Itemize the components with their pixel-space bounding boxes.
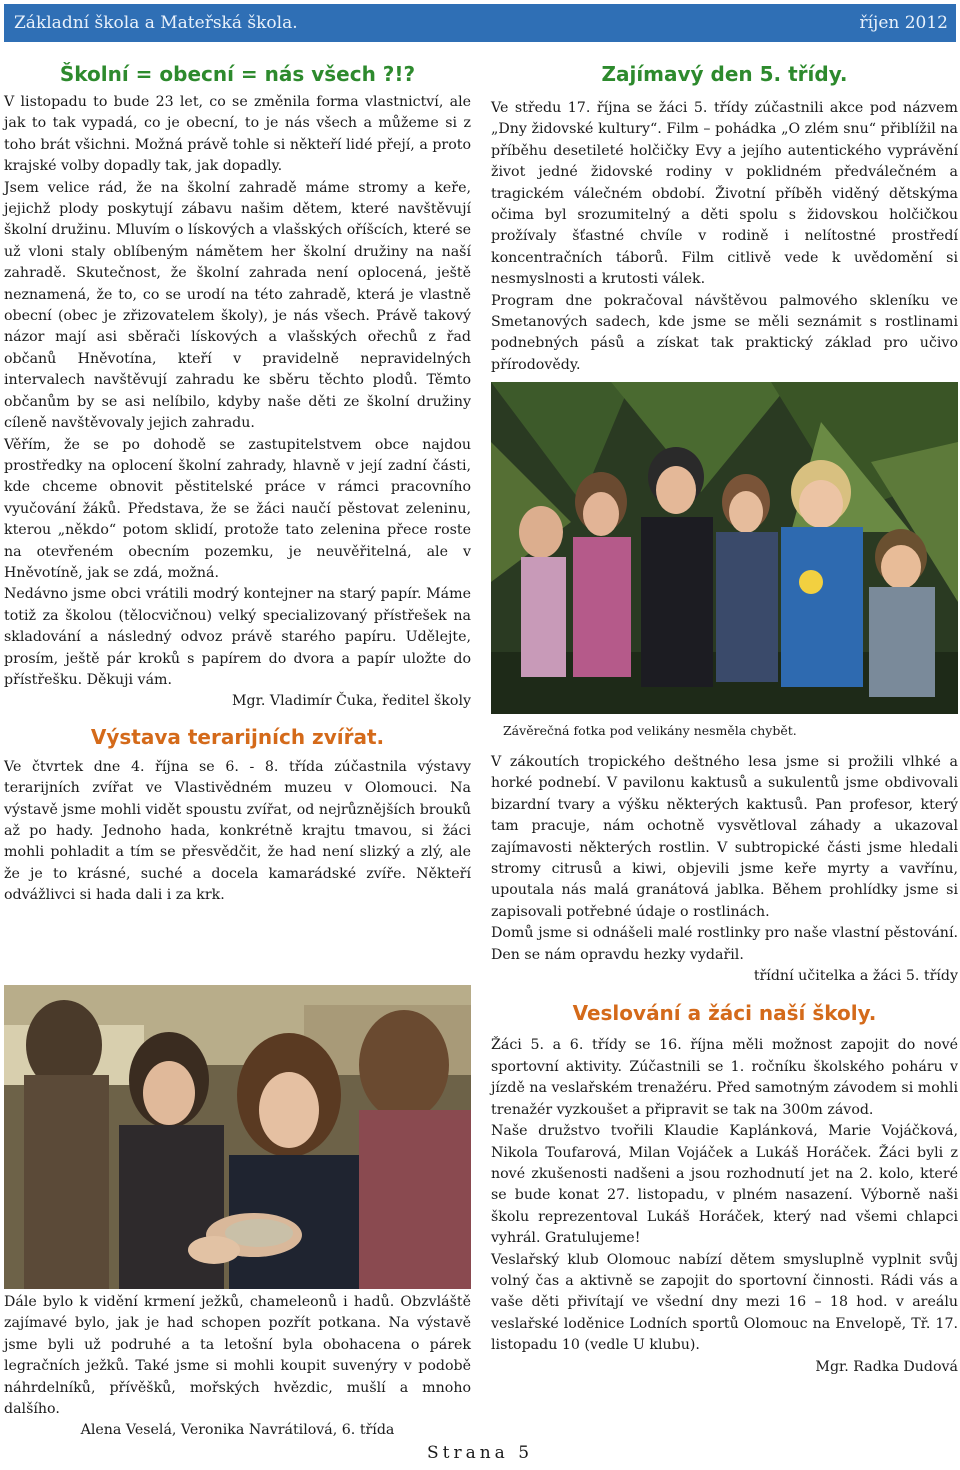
left-column-bottom xyxy=(4,1292,471,1442)
photo-snake-exhibition xyxy=(4,985,471,1289)
article-paragraph: Ve čtvrtek dne 4. října se 6. - 8. třída zúčastnila výstavy terarijních zvířat ve Vlastivědném muzeu v Olomouci. Na výstavě jsme mohli vidět spoustu zvířat, od nejrůznějších brouků až po hady. Jednoho hada, konkrétně krajtu tmavou, si žáci mohli pohladit a tím se přesvědčit, že had není slizký a zlý, ale že je to krásné, suché a docela kamarádské zvíře. Někteří odvážlivci si hada dali i za krk. xyxy=(4,758,471,904)
article-paragraph: V zákoutích tropického deštného lesa jsme si prožili vlhké a horké podnebí. V pavilonu kaktusů a sukulentů jsme obdivovali bizardní tvary a výšku některých kaktusů. Pan profesor, který tam pracuje, nám ochotně vysvětloval záhady a ukazoval zajímavosti některých rostlin. V subtropické části jsme hledali stromy citrusů a kiwi, objevili jsme keře myrty a vavřínu, upoutala nás malá granátová jablka. Během prohlídky jsme si zapisovali potřebné údaje o rostlinách. xyxy=(491,754,958,920)
article-paragraph: Domů jsme si odnášeli malé rostlinky pro naše vlastní pěstování. Den se nám opravdu hezky vydařil. xyxy=(491,925,958,963)
article-signature: Mgr. Radka Dudová xyxy=(815,1358,958,1375)
article-title-school-property: Školní = obecní = nás všech ?!? xyxy=(59,62,416,86)
article-signature: třídní učitelka a žáci 5. třídy xyxy=(753,968,958,985)
photo-caption: Závěrečná fotka pod velikány nesměla chybět. xyxy=(503,723,797,738)
right-column-lower xyxy=(491,722,958,1378)
article-paragraph: Ve středu 17. října se žáci 5. třídy zúčastnili akce pod názvem „Dny židovské kultury“. Film – pohádka „O zlém snu“ přiblížil na příběhu desetileté holčičky Evy a jejího autentického vyprávění život jedné židovské rodiny v poklidném předválečném a tragickém válečném období. Životní příběh viděný dětskýma očima byl srozumitelný a děti spolu s židovskou holčičkou prožívaly šťastné chvíle v rodině i nelítostné prostředí koncentračních táborů. Film citlivě vede k uvědomění si nesmyslnosti a krutosti válek. xyxy=(491,100,958,288)
article-paragraph: Dále bylo k vidění krmení ježků, chameleonů i hadů. Obzvláště zajímavé bylo, jak je had schopen pozřít potkana. Na výstavě jsme byli už podruhé a ta letošní byla obohacena o párek legračních ježků. Také jsme si mohli koupit suvenýry v podobě náhrdelníků, přívěšků, mořských hvězdic, mušlí a mnoho dalšího. xyxy=(4,1294,471,1418)
article-paragraph: Veslařský klub Olomouc nabízí dětem smysluplně vyplnit svůj volný čas a aktivně se zapojit do sportovní činnosti. Rádi vás a vaše děti přivítají ve všední dny mezi 16 – 18 hod. v areálu veslařské loděnice Lodních sportů Olomouc na Envelopě, Tř. 17. listopadu 10 (vedle U klubu). xyxy=(491,1251,958,1354)
photo-greenhouse-group xyxy=(491,382,958,714)
right-column xyxy=(491,60,958,376)
article-paragraph: Věřím, že se po dohodě se zastupitelstvem obce najdou prostředky na oplocení školní zahrady, hlavně v její zadní části, kde chceme obnovit pěstitelské práce v rámci pracovního vyučování žáků. Představa, že se žáci naučí pěstovat zeleninu, kterou „někdo“ potom sklidí, protože tato zelenina přece roste na otevřeném obecním pozemku, je neuvěřitelná, ale v Hněvotíně, jak se zdá, možná. xyxy=(4,436,471,581)
article-paragraph: Jsem velice rád, že na školní zahradě máme stromy a keře, jejichž plody poskytují zábavu našim dětem, které navštěvují školní družinu. Mluvím o lískových a vlašských oříšcích, které se už vloni staly oblíbeným námětem her školní družiny na naší zahradě. Skutečnost, že školní zahrada není oplocená, ještě neznamená, že to, co se urodí na této zahradě, která je vlastně obecní (obec je zřizovatelem školy), je nás všech. Právě takový názor mají asi sběrači lískových a vlašských ořechů z řad občanů Hněvotína, kteří v pravidelně nepravidelných intervalech navštěvují zahradu ke sběru těchto plodů. Těmto občanům by se asi nelíbilo, kdyby naše děti ze školní družiny cíleně navštěvovaly jejich zahradu. xyxy=(4,179,471,432)
article-signature: Alena Veselá, Veronika Navrátilová, 6. třída xyxy=(80,1422,395,1439)
page-number: Strana 5 xyxy=(426,1443,534,1463)
article-title-class-day: Zajímavý den 5. třídy. xyxy=(601,62,848,86)
article-title-rowing: Veslování a žáci naší školy. xyxy=(572,1001,877,1026)
article-paragraph: Naše družstvo tvořili Klaudie Kaplánková, Marie Vojáčková, Nikola Toufarová, Milan Vojáček a Lukáš Horáček. Žáci byli z nové zkušenosti nadšeni a jsou rozhodnutí jet na 2. kolo, které se bude konat 27. listopadu, v plném nasazení. Výborně naši školu reprezentoval Lukáš Horáček, který nad všemi chlapci vyhrál. Gratulujeme! xyxy=(491,1123,958,1247)
header-school-name: Základní škola a Mateřská škola. xyxy=(14,13,298,33)
article-paragraph: V listopadu to bude 23 let, co se změnila forma vlastnictví, ale jak to tak vypadá, co je obecní, to je nás všech a můžeme si z toho brát všichni. Možná právě tohle si někteří lidé přejí, a proto krajské volby dopadly tak, jak dopadly. xyxy=(4,94,471,175)
header-date: říjen 2012 xyxy=(859,13,948,33)
article-paragraph: Žáci 5. a 6. třídy se 16. října měli možnost zapojit do nové sportovní aktivity. Zúčastnili se 1. ročníku školského poháru v jízdě na veslařském trenažéru. Před samotným závodem si mohli trenažér vyzkoušet a připravit se tak na 300m závod. xyxy=(491,1037,958,1118)
article-title-terrarium: Výstava terarijních zvířat. xyxy=(90,724,385,749)
left-column xyxy=(4,60,471,907)
article-paragraph: Program dne pokračoval návštěvou palmového skleníku ve Smetanových sadech, kde jsme se měli seznámit s rostlinami podnebných pásů a získat tak praktický základ pro učivo přírodovědy. xyxy=(491,292,958,373)
article-paragraph: Nedávno jsme obci vrátili modrý kontejner na starý papír. Máme totiž za školou (tělocvičnou) velký specializovaný přístřešek na skladování a následný odvoz právě starého papíru. Udělejte, prosím, ještě pár kroků s papírem do dvora a papír uložte do přístřešku. Děkuji vám. xyxy=(4,586,471,688)
header-bar xyxy=(4,4,956,42)
article-signature: Mgr. Vladimír Čuka, ředitel školy xyxy=(232,693,471,710)
